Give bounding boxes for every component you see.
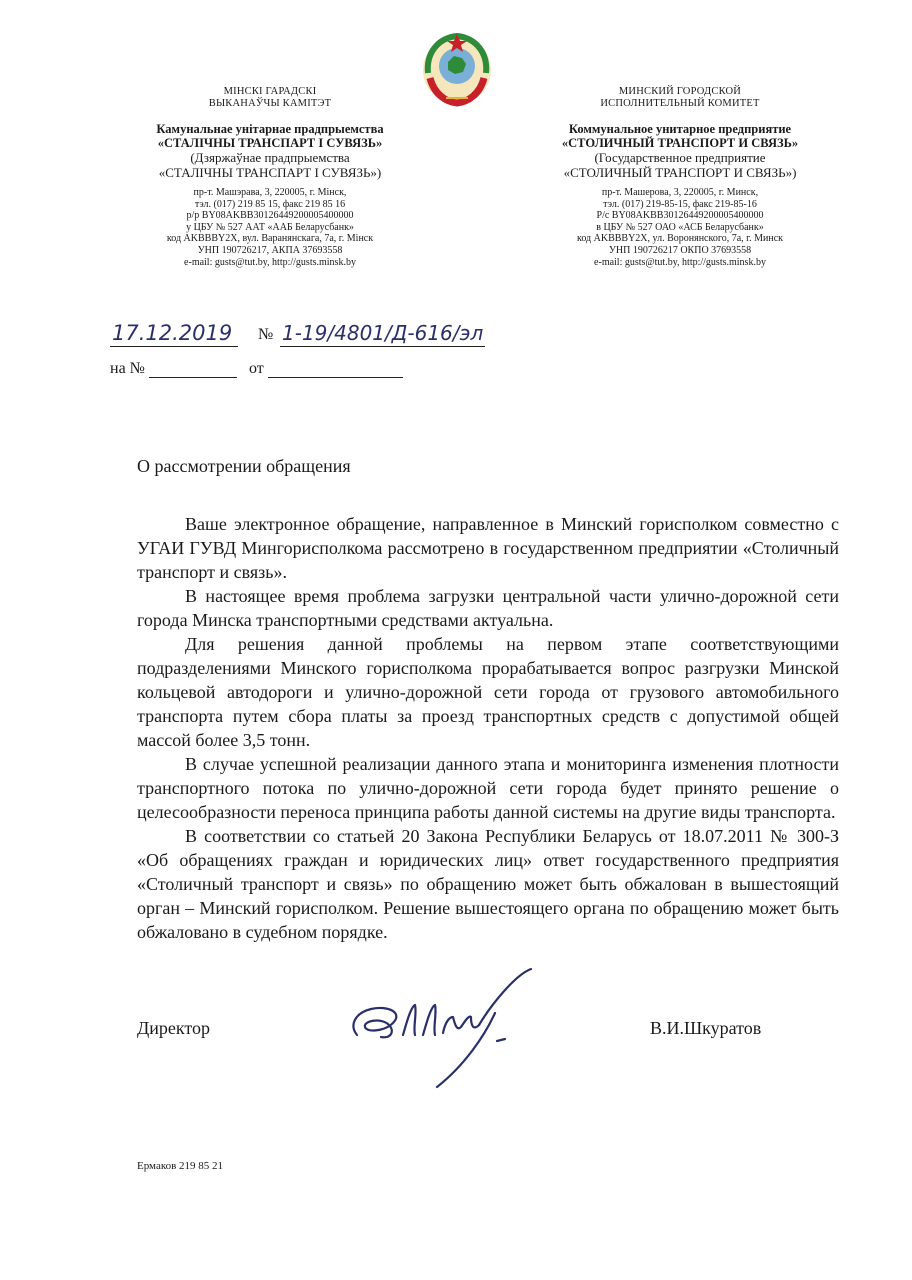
org-type: Коммунальное унитарное предприятие [568,122,792,136]
org-type: Камунальнае унітарнае прадпрыемства [156,122,384,136]
reference-line [110,360,403,378]
contact-line: пр-т. Машэрава, 3, 220005, г. Мінск, [193,187,347,198]
contact-line: р/р BY08AKBB30126449200005400000 [186,210,354,222]
org-name: «СТАЛІЧНЫ ТРАНСПАРТ І СУВЯЗЬ» [157,136,383,150]
registration-line [110,320,530,350]
contact-line: тэл. (017) 219-85-15, факс 219-85-16 [603,198,757,210]
body-paragraph: Для решения данной проблемы на первом этапе соответствующими подразделениями Минского горисполкома прорабатывается вопрос разгрузки Минской кольцевой автодороги и улично-дорожной сети города от грузового автомобильного транспорта путем сбора платы за проезд транспортных средств с допустимой общей массой более 3,5 тонн. [137,634,839,750]
org-sub-line-2: «СТАЛІЧНЫ ТРАНСПАРТ І СУВЯЗЬ») [158,165,382,180]
contact-email-line: e-mail: gusts@tut.by, http://gusts.minsk.by [594,256,766,268]
contacts-block [520,187,840,268]
authority-line-1: МИНСКИЙ ГОРОДСКОЙ [618,86,742,97]
registration-date: 17.12.2019 [110,320,238,347]
authority-line-2: ВЫКАНАЎЧЫ КАМІТЭТ [208,98,332,109]
reference-number-label: на № [110,360,145,377]
letter-subject: О рассмотрении обращения [137,456,351,476]
header-left [110,86,430,268]
reference-date-blank [268,361,403,378]
executor-line: Ермаков 219 85 21 [137,1160,224,1172]
org-sub-line-2: «СТОЛИЧНЫЙ ТРАНСПОРТ И СВЯЗЬ») [563,165,797,180]
contact-line: тэл. (017) 219 85 15, факс 219 85 16 [194,198,346,210]
contact-line: Р/с BY08AKBB30126449200005400000 [596,210,764,222]
contact-line: УНП 190726217, АКПА 37693558 [197,244,343,256]
contact-line: пр-т. Машерова, 3, 220005, г. Минск, [601,187,759,198]
signatory-title: Директор [137,1018,211,1038]
authority-line-2: ИСПОЛНИТЕЛЬНЫЙ КОМИТЕТ [600,98,760,109]
authority-line-1: МІНСКІ ГАРАДСКІ [223,86,317,97]
contact-line: УНП 190726217 ОКПО 37693558 [608,244,752,256]
contact-line: код AKBBBY2X, вул. Варанянскага, 7а, г. Мінск [166,233,374,245]
registration-number: 1-19/4801/Д-616/эл [282,321,484,345]
header-right [520,86,840,268]
org-name: «СТОЛИЧНЫЙ ТРАНСПОРТ И СВЯЗЬ» [561,136,799,150]
contact-line: в ЦБУ № 527 ОАО «АСБ Беларусбанк» [596,221,764,233]
body-paragraph: Ваше электронное обращение, направленное в Минский горисполком совместно с УГАИ ГУВД Мингорисполкома рассмотрено в государственном предприятии «Столичный транспорт и связь». [137,514,839,582]
state-emblem-icon [418,28,496,110]
contact-email-line: e-mail: gusts@tut.by, http://gusts.minsk.by [184,256,356,268]
contact-line: код AKBBBY2X, ул. Воронянского, 7а, г. Минск [576,233,783,245]
org-sub-line-1: (Государственное предприятие [594,150,766,165]
letter-body [137,512,839,944]
body-paragraph: В случае успешной реализации данного этапа и мониторинга изменения плотности транспортного потока по улично-дорожной сети города будет принято решение о целесообразности переноса принципа работы данной системы на другие виды транспорта. [137,754,839,822]
contacts-block [110,187,430,268]
body-paragraph: В соответствии со статьей 20 Закона Республики Беларусь от 18.07.2011 № 300-З «Об обращениях граждан и юридических лиц» ответ государственного предприятия «Столичный транспорт и связь» по обращению может быть обжалован в вышестоящий орган – Минский горисполком. Решение вышестоящего органа по обращению может быть обжаловано в судебном порядке. [137,826,839,942]
body-paragraph: В настоящее время проблема загрузки центральной части улично-дорожной сети города Минска транспортными средствами актуальна. [137,586,839,630]
reference-number-blank [149,361,237,378]
reference-from-label: от [248,360,264,377]
handwritten-signature [345,965,545,1090]
org-sub-line-1: (Дзяржаўнае прадпрыемства [190,150,350,165]
signatory-name: В.И.Шкуратов [650,1018,762,1038]
contact-line: у ЦБУ № 527 ААТ «ААБ Беларусбанк» [186,221,354,233]
registration-number-label: № [258,326,274,343]
